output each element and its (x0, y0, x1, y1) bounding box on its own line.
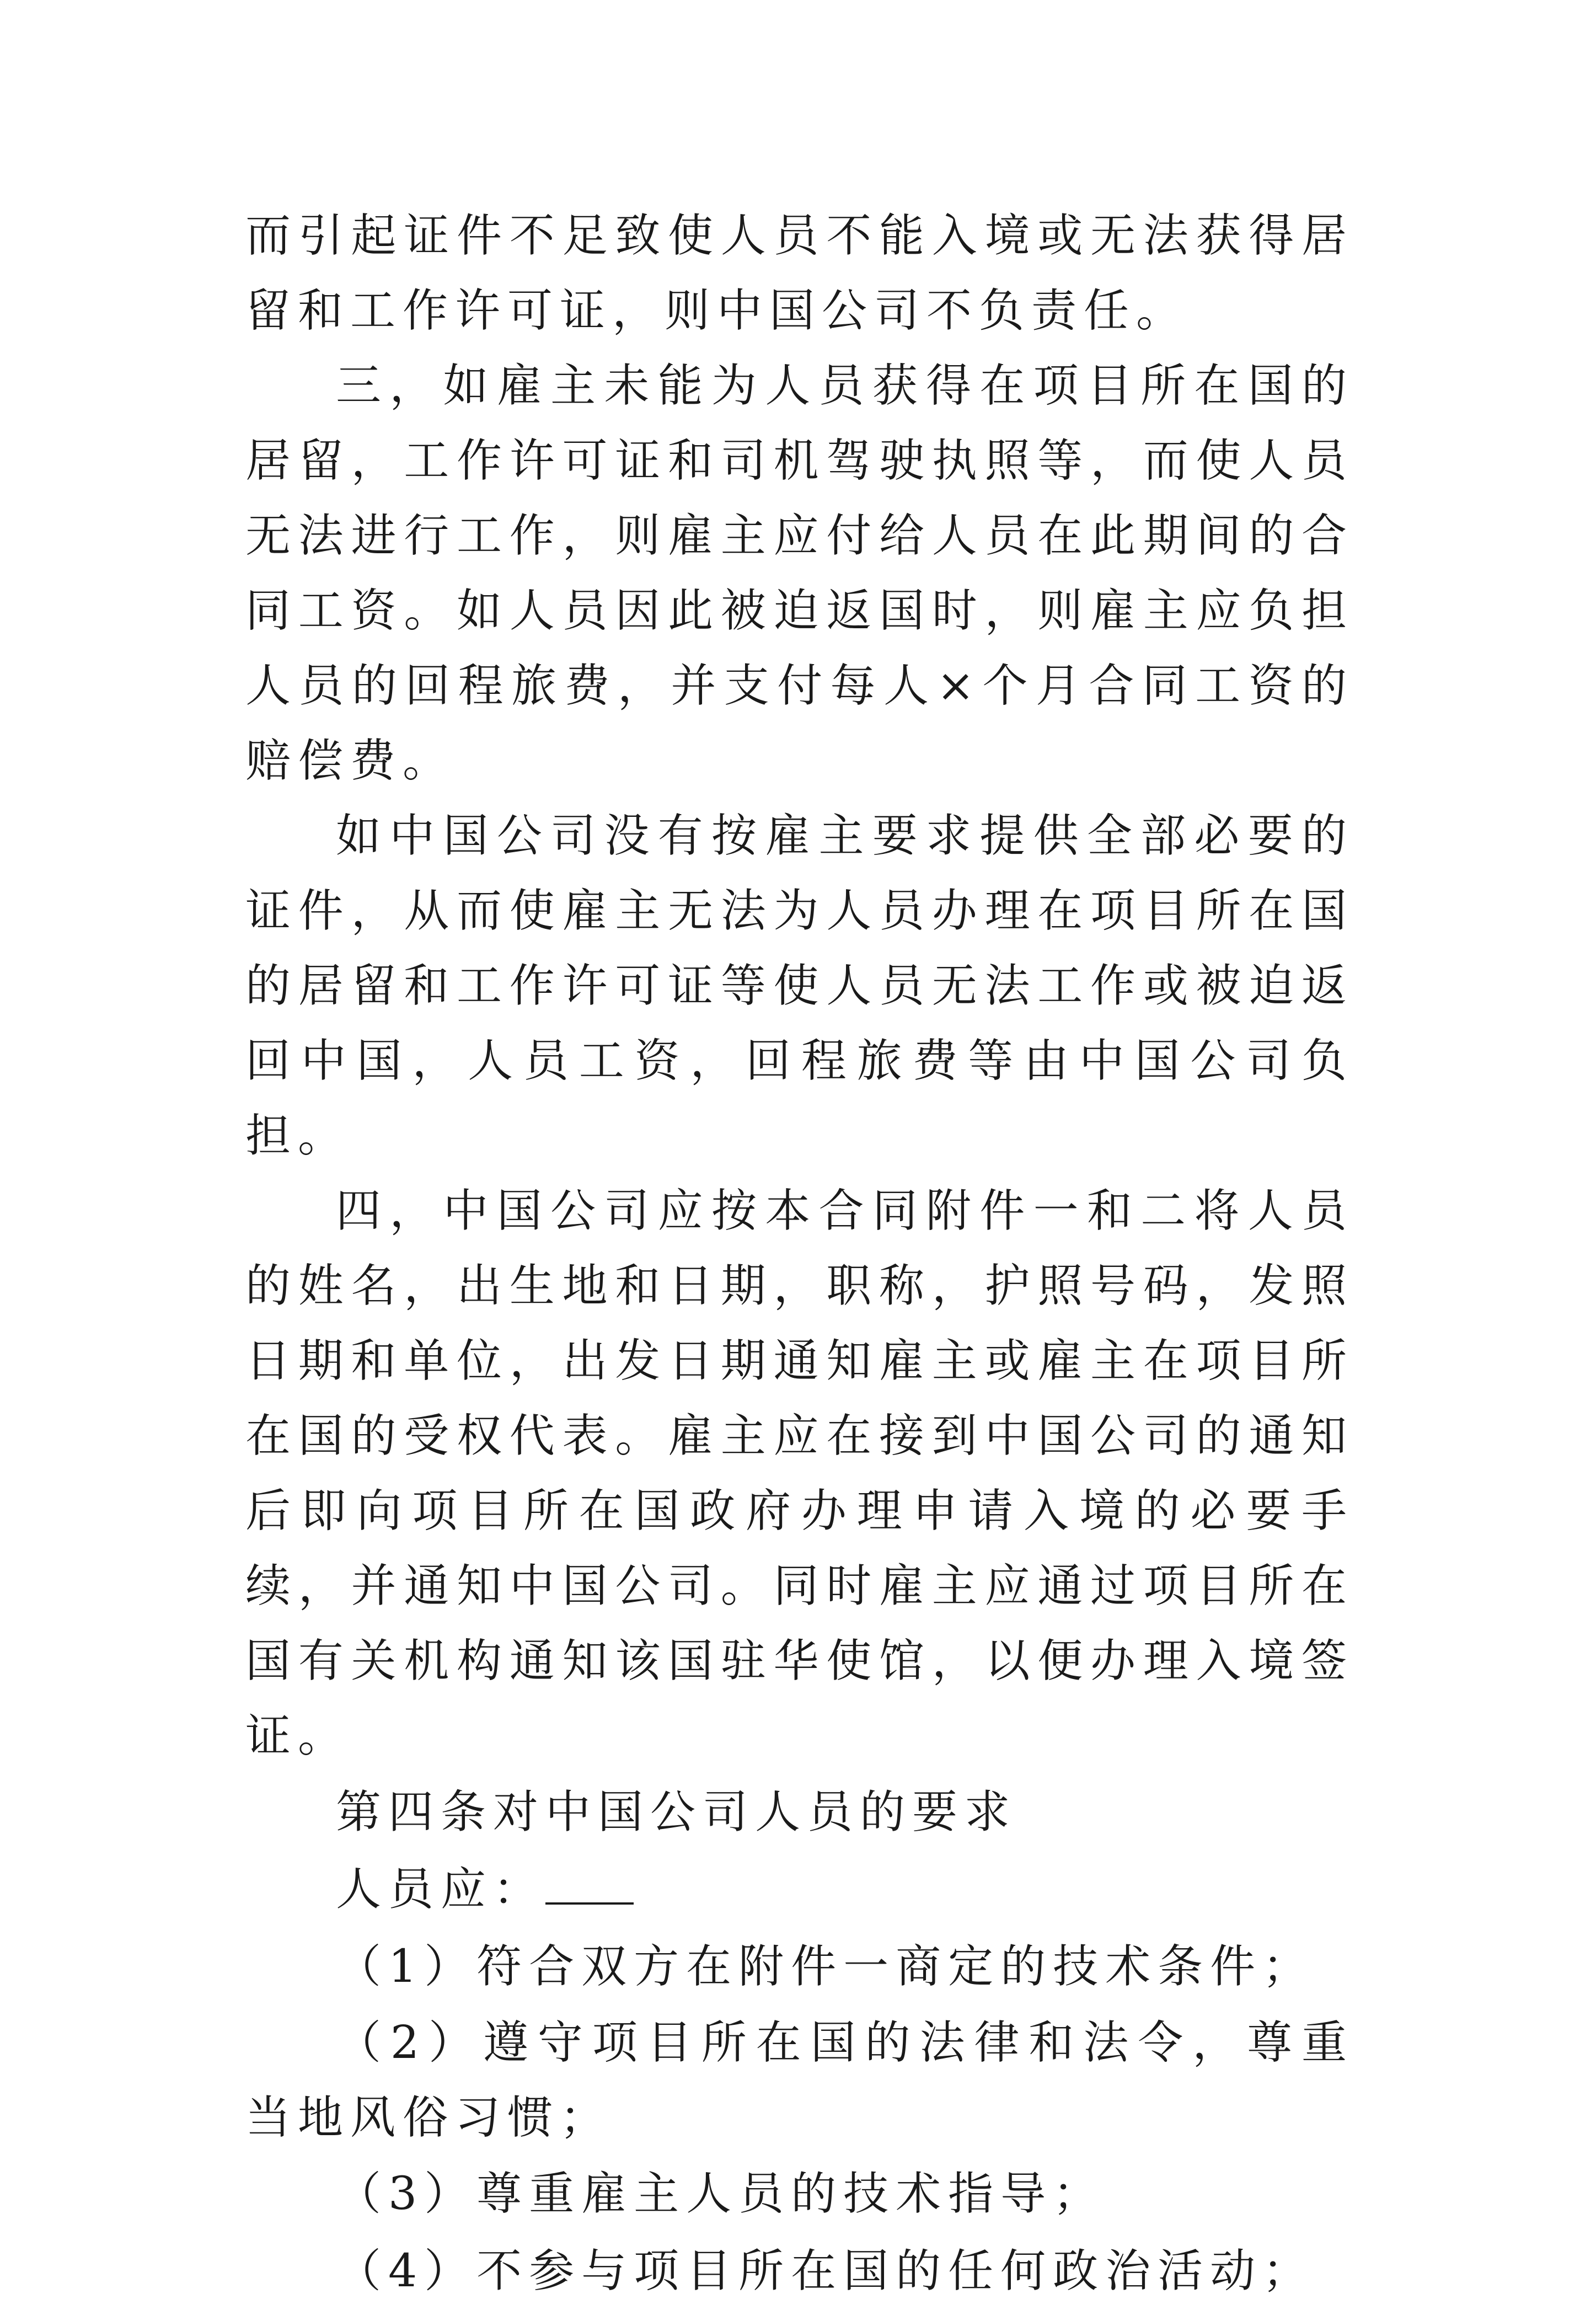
requirement-item-2: （2）遵守项目所在国的法律和法令，尊重当地风俗习惯； (245, 2017, 1354, 2144)
requirement-item-1: （1）符合双方在附件一商定的技术条件； (336, 1940, 1315, 1993)
paragraph-continuation: 而引起证件不足致使人员不能入境或无法获得居留和工作许可证，则中国公司不负责任。 (245, 210, 1354, 337)
requirement-item-4: （4）不参与项目所在国的任何政治活动； (336, 2245, 1315, 2297)
requirement-item-3: （3）尊重雇主人员的技术指导； (336, 2168, 1106, 2220)
document-body (245, 199, 1354, 2310)
paragraph-china-company-liability: 如中国公司没有按雇主要求提供全部必要的证件，从而使雇主无法为人员办理在项目所在国的居留和工作许可证等使人员无法工作或被迫返回中国，人员工资，回程旅费等由中国公司负担。 (245, 810, 1354, 1162)
paragraph-clause-four: 四，中国公司应按本合同附件一和二将人员的姓名，出生地和日期，职称，护照号码，发照日期和单位，出发日期通知雇主或雇主在项目所在国的受权代表。雇主应在接到中国公司的通知后即向项目所在国政府办理申请入境的必要手续，并通知中国公司。同时雇主应通过项目所在国有关机构通知该国驻华使馆，以便办理入境签证。 (245, 1185, 1354, 1762)
paragraph-clause-three: 三，如雇主未能为人员获得在项目所在国的居留，工作许可证和司机驾驶执照等，而使人员无法进行工作，则雇主应付给人员在此期间的合同工资。如人员因此被迫返国时，则雇主应负担人员的回程旅费，并支付每人×个月合同工资的赔偿费。 (245, 360, 1354, 787)
staff-requirements-label (245, 1851, 1354, 1928)
article-heading: 第四条对中国公司人员的要求 (336, 1786, 1017, 1838)
fill-in-blank (545, 1891, 634, 1905)
staff-label-text: 人员应： (336, 1863, 546, 1916)
